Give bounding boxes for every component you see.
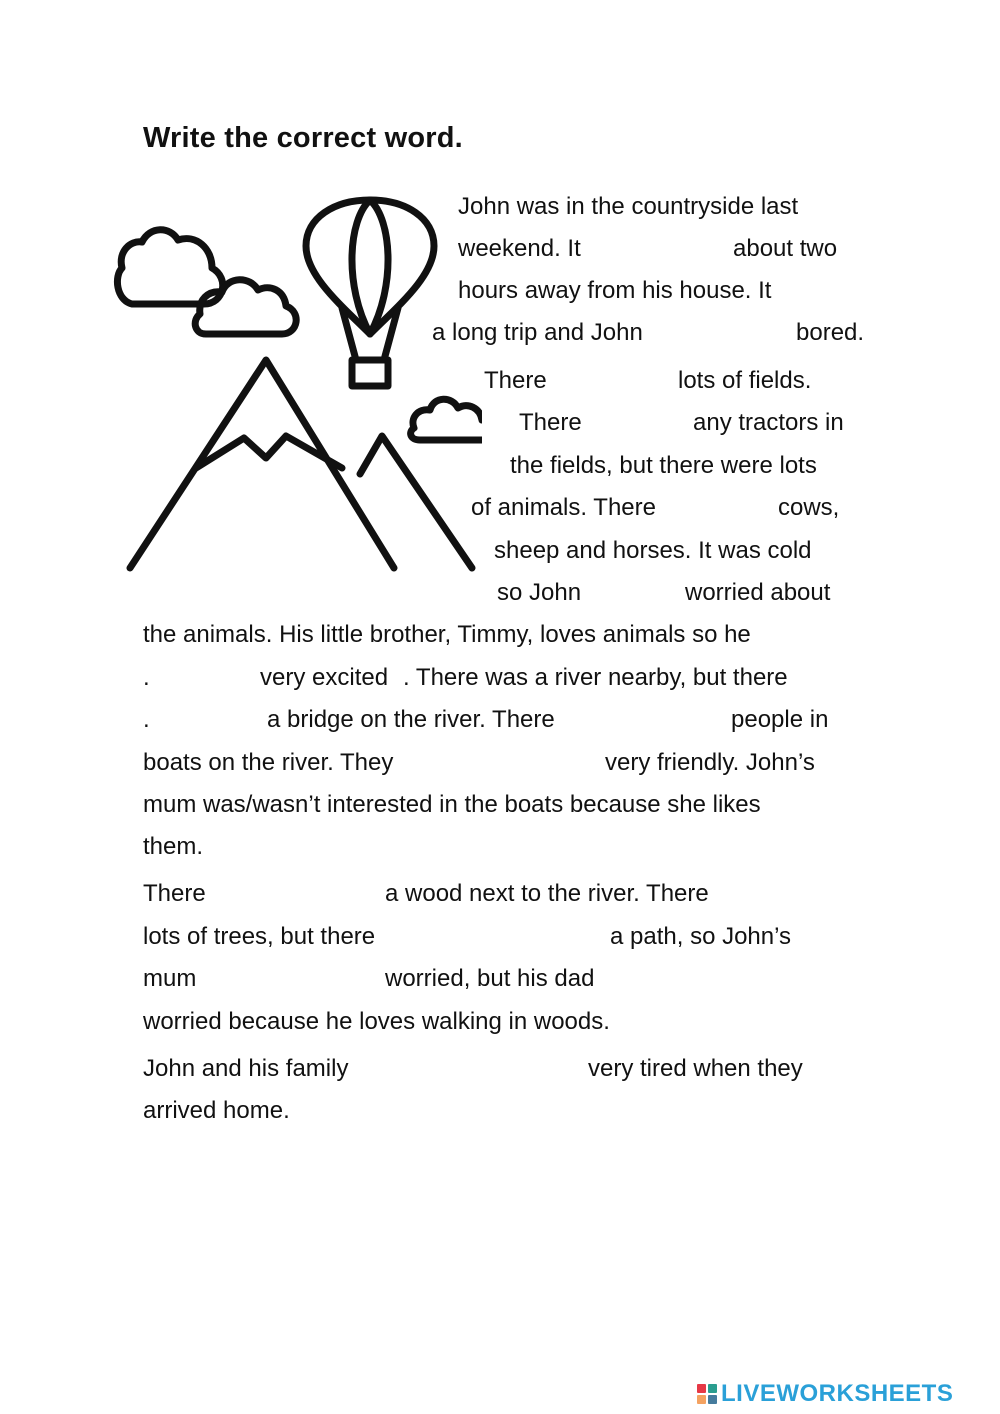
text-line: a wood next to the river. There <box>385 880 709 907</box>
text-line: There <box>519 409 582 436</box>
text-line: them. <box>143 833 204 860</box>
text-line: hours away from his house. It <box>458 277 772 304</box>
logo-square <box>708 1384 717 1393</box>
page-title: Write the correct word. <box>143 122 463 154</box>
text-line: mum was/wasn’t interested in the boats because she likes <box>143 791 761 818</box>
text-line: lots of fields. <box>678 367 812 394</box>
text-line: about two <box>733 235 838 262</box>
text-line: weekend. It <box>458 235 581 262</box>
footer-logo[interactable] <box>697 1374 953 1414</box>
text-line: arrived home. <box>143 1097 290 1124</box>
text-line: There <box>143 880 206 907</box>
text-line: very excited <box>260 664 389 691</box>
text-line: any tractors in <box>693 409 844 436</box>
text-line: John and his family <box>143 1055 349 1082</box>
text-line: worried, but his dad <box>385 965 595 992</box>
logo-square <box>697 1384 706 1393</box>
hot-air-balloon-icon <box>306 200 434 386</box>
text-line: a long trip and John <box>432 319 643 346</box>
text-line: very tired when they <box>588 1055 803 1082</box>
cloud-icon <box>411 399 482 440</box>
text-line: worried about <box>685 579 831 606</box>
text-line: worried because he loves walking in woods. <box>143 1008 610 1035</box>
text-line: mum <box>143 965 197 992</box>
text-line: lots of trees, but there <box>143 923 376 950</box>
illustration <box>112 196 482 576</box>
text-line: cows, <box>778 494 840 521</box>
text-line: . There was a river nearby, but there <box>403 664 788 691</box>
text-line: very friendly. John’s <box>605 749 815 776</box>
logo-square <box>697 1395 706 1404</box>
text-line: a path, so John’s <box>610 923 792 950</box>
text-line: boats on the river. They <box>143 749 394 776</box>
text-line: so John <box>497 579 582 606</box>
text-line: . <box>143 664 150 691</box>
text-line: bored. <box>796 319 865 346</box>
brand-name: LIVEWORKSHEETS <box>721 1380 954 1407</box>
text-line: of animals. There <box>471 494 656 521</box>
text-line: a bridge on the river. There <box>267 706 555 733</box>
text-line: John was in the countryside last <box>458 193 799 220</box>
logo-square <box>708 1395 717 1404</box>
text-line: the fields, but there were lots <box>510 452 817 479</box>
logo-icon <box>697 1384 717 1404</box>
text-line: people in <box>731 706 829 733</box>
text-line: . <box>143 706 150 733</box>
cloud-icon <box>195 280 296 334</box>
mountains-icon <box>130 360 472 568</box>
text-line: the animals. His little brother, Timmy, loves animals so he <box>143 621 751 648</box>
text-line: There <box>484 367 547 394</box>
text-line: sheep and horses. It was cold <box>494 537 812 564</box>
